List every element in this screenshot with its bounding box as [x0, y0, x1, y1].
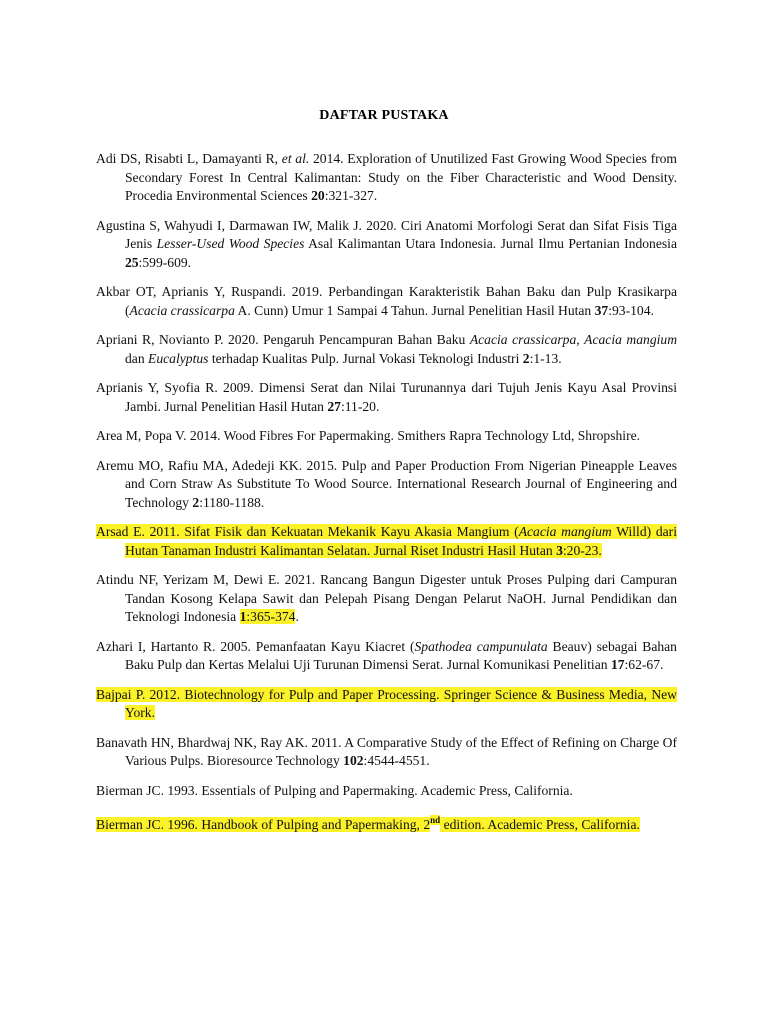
reference-text: :11-20. [340, 398, 380, 414]
reference-text: Atindu NF, Yerizam M, Dewi E. 2021. Rancang Bangun Digester untuk Proses Pulping dari Campuran Tandan Kosong Kelapa Sawit dan Pelepah Pisang Dengan Pelarut NaOH. Jurnal Pendidikan dan Teknologi Indonesia [96, 572, 677, 624]
reference-text: 3 [556, 542, 563, 558]
reference-text: Acacia crassicarpa [469, 332, 577, 347]
reference-entry [96, 427, 677, 446]
reference-entry [96, 523, 677, 560]
reference-text: Banavath HN, Bhardwaj NK, Ray AK. 2011. A Comparative Study of the Effect of Refining on Charge Of Various Pulps. Bioresource Technology [96, 734, 677, 768]
page-title: DAFTAR PUSTAKA [319, 108, 449, 123]
reference-text: Apriani R, Novianto P. 2020. Pengaruh Pencampuran Bahan Baku [96, 332, 470, 347]
reference-text: Azhari I, Hartanto R. 2005. Pemanfaatan Kayu Kiacret ( [96, 638, 415, 654]
reference-text: :365-374 [246, 609, 296, 624]
reference-entry [96, 217, 677, 273]
reference-text: dan [125, 350, 149, 366]
reference-text: :599-609. [138, 254, 192, 270]
reference-text: et al. [281, 151, 310, 166]
reference-text: Bierman JC. 1993. Essentials of Pulping and Papermaking. Academic Press, California. [96, 782, 573, 798]
reference-text: Akbar OT, Aprianis Y, Ruspandi. 2019. Perbandingan Karakteristik Bahan Baku dan Pulp Krasikarpa ( [96, 284, 677, 318]
reference-text: edition. Academic Press, California. [440, 816, 640, 832]
reference-entry [96, 571, 677, 627]
reference-text: Asal Kalimantan Utara Indonesia. Jurnal Ilmu Pertanian Indonesia [304, 236, 677, 251]
reference-text: Acacia mangium [518, 524, 612, 539]
reference-text: :321-327. [324, 188, 378, 203]
reference-text: 17 [610, 657, 625, 672]
reference-text: Bajpai P. 2012. Biotechnology for Pulp and Paper Processing. Springer Science & Business Media, New York. [96, 686, 677, 720]
reference-text: Lesser-Used Wood Species [156, 236, 305, 251]
reference-text: . [295, 609, 299, 624]
reference-text: 2014. Exploration of Unutilized Fast Growing Wood Species from Secondary Forest In Central Kalimantan: Study on the Fiber Characteristic and Wood Density. Procedia Environmental Sciences [125, 151, 677, 203]
reference-entry [96, 283, 677, 320]
reference-text: 27 [327, 398, 341, 414]
reference-text: Bierman JC. 1996. Handbook of Pulping and Papermaking, 2 [96, 816, 431, 832]
reference-text: nd [430, 815, 441, 825]
reference-entry [96, 782, 677, 801]
reference-text: 1 [239, 609, 247, 624]
reference-text: Acacia crassicarpa [129, 302, 235, 318]
reference-text: :1-13. [529, 350, 562, 366]
reference-text: Spathodea campunulata [414, 638, 548, 654]
reference-entry [96, 331, 677, 368]
reference-text: 2 [192, 494, 200, 510]
reference-text: 37 [594, 302, 609, 318]
reference-text: :1180-1188. [199, 494, 265, 510]
reference-entry [96, 734, 677, 771]
reference-entry [96, 686, 677, 723]
reference-text: , [576, 332, 585, 347]
reference-text: 102 [343, 753, 364, 768]
reference-text: :62-67. [624, 657, 664, 672]
reference-text: Aprianis Y, Syofia R. 2009. Dimensi Serat dan Nilai Turunannya dari Tujuh Jenis Kayu Asal Provinsi Jambi. Jurnal Penelitian Hasil Hutan [96, 380, 677, 414]
reference-text: Beauv) sebagai Bahan Baku Pulp dan Kertas Melalui Uji Turunan Dimensi Serat. Jurnal Komunikasi Penelitian [125, 638, 677, 672]
reference-text: :4544-4551. [363, 753, 430, 768]
reference-list [96, 150, 677, 845]
reference-text: 20 [311, 188, 325, 203]
reference-text: Adi DS, Risabti L, Damayanti R, [96, 151, 282, 166]
reference-text: :93-104. [608, 302, 654, 318]
reference-text: terhadap Kualitas Pulp. Jurnal Vokasi Teknologi Industri [208, 350, 523, 366]
reference-entry [96, 811, 677, 834]
reference-text: Acacia mangium [584, 332, 678, 347]
reference-text: Willd) dari Hutan Tanaman Industri Kalimantan Selatan. Jurnal Riset Industri Hasil Hutan [125, 524, 677, 558]
reference-text: :20-23. [562, 542, 602, 558]
reference-entry [96, 150, 677, 206]
reference-text: Arsad E. 2011. Sifat Fisik dan Kekuatan Mekanik Kayu Akasia Mangium ( [96, 524, 519, 539]
reference-entry [96, 379, 677, 416]
reference-text: Agustina S, Wahyudi I, Darmawan IW, Malik J. 2020. Ciri Anatomi Morfologi Serat dan Sifat Fisis Tiga Jenis [96, 217, 677, 251]
reference-text: 2 [522, 350, 530, 366]
reference-entry [96, 638, 677, 675]
reference-text: Eucalyptus [148, 350, 209, 366]
reference-text: 25 [125, 254, 139, 270]
reference-text: A. Cunn) Umur 1 Sampai 4 Tahun. Jurnal Penelitian Hasil Hutan [234, 302, 595, 318]
reference-entry [96, 457, 677, 513]
reference-text: Area M, Popa V. 2014. Wood Fibres For Papermaking. Smithers Rapra Technology Ltd, Shropshire. [96, 428, 641, 443]
reference-text: Aremu MO, Rafiu MA, Adedeji KK. 2015. Pulp and Paper Production From Nigerian Pineapple Leaves and Corn Straw As Substitute To Wood Source. International Research Journal of Engineering and Technology [96, 457, 677, 510]
